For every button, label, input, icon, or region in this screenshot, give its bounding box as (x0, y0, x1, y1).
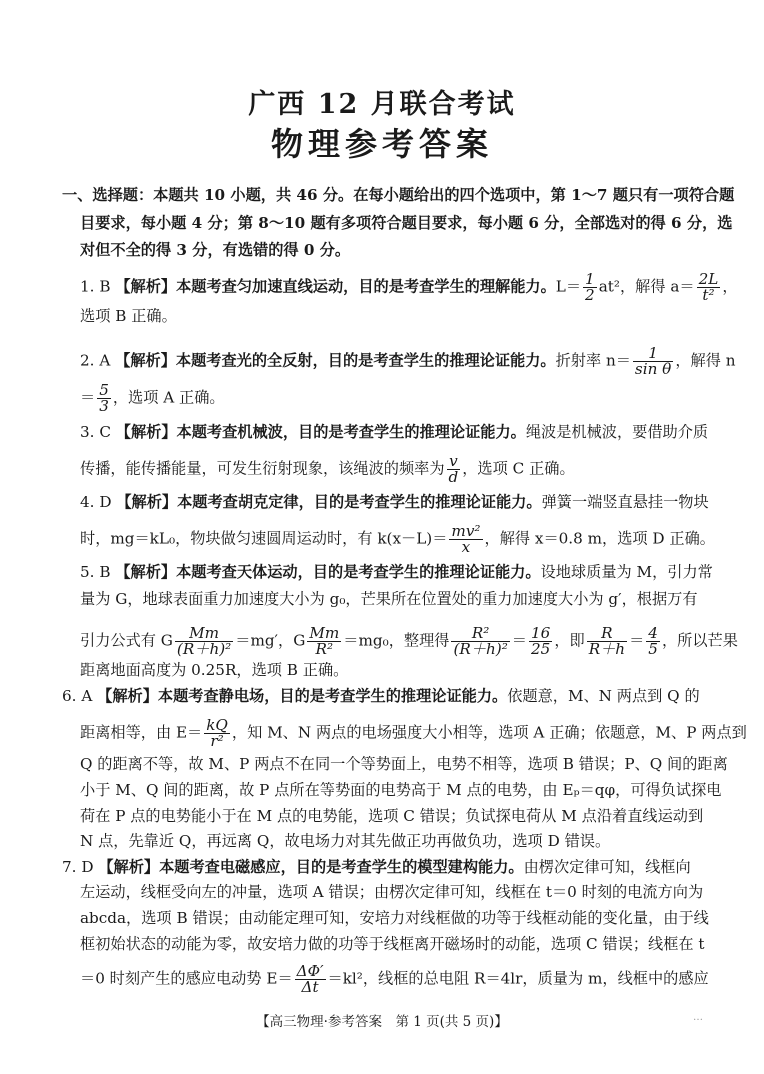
q1-analysis-tag: 【解析】本题考查匀加速直线运动，目的是考查学生的理解能力。 (115, 277, 556, 296)
q7-answer: 7. D (62, 858, 94, 876)
q4-analysis-tag: 【解析】本题考查胡克定律，目的是考查学生的推理论证能力。 (116, 493, 542, 511)
fraction: $\frac{1}{2}$ (585, 270, 595, 304)
q3-line-2: 传播，能传播能量，可发生衍射现象，该绳波的频率为 $\frac{v}{d}$ ，选项 C 正确。 (80, 452, 575, 486)
q5-line-3: 引力公式有 G $\frac{Mm}{\text{(R＋h)²}}$ ＝mg′，G $\frac{Mm}{\text{R²}}$ ＝mg₀，整理得 $\frac{\text{R²}}{\text{(R＋h)²}}$ ＝ $\frac{16}{25}$ ，即 $\frac{R}{R+h}$ ＝ $\frac{4}{5}$ ，所以芒果 (80, 624, 738, 658)
page-footer: 【高三物理·参考答案 第 1 页(共 5 页)】 (256, 1014, 508, 1030)
q6-line-6: N 点，先靠近 Q，再远离 Q，故电场力对其先做正功再做负功，选项 D 错误。 (80, 832, 611, 850)
q5-line-2: 量为 G，地球表面重力加速度大小为 g₀，芒果所在位置处的重力加速度大小为 g′，根据万有 (80, 590, 698, 608)
q6-line-2: 距离相等，由 E＝ $\frac{kQ}{\text{r²}}$ ，知 M、N 两点的电场强度大小相等，选项 A 正确；依题意，M、P 两点到 (80, 716, 747, 750)
q5-analysis-tag: 【解析】本题考查天体运动，目的是考查学生的推理论证能力。 (115, 563, 541, 581)
section-intro-line-1: 一、选择题：本题共 10 小题，共 46 分。在每小题给出的四个选项中，第 1～7 题只有一项符合题 (62, 186, 735, 204)
q1-line-1: 1. B 【解析】本题考查匀加速直线运动，目的是考查学生的理解能力。L＝ $\frac{1}{2}$ at²，解得 a＝ $\frac{2L}{\text{t²}}$ ， (80, 270, 738, 304)
q2-line-1: 2. A 【解析】本题考查光的全反射，目的是考查学生的推理论证能力。折射率 n＝ $\frac{1}{\text{sin θ}}$ ，解得 n (80, 344, 736, 378)
q5-line-1: 5. B 【解析】本题考查天体运动，目的是考查学生的推理论证能力。设地球质量为 M，引力常 (80, 563, 713, 581)
q6-line-3: Q 的距离不等，故 M、P 两点不在同一个等势面上，电势不相等，选项 B 错误；P、Q 间的距离 (80, 755, 728, 773)
q3-answer: 3. C (80, 423, 111, 441)
answer-key-title: 物理参考答案 (270, 125, 493, 163)
q2-analysis-tag: 【解析】本题考查光的全反射，目的是考查学生的推理论证能力。 (115, 351, 556, 370)
q7-line-4: 框初始状态的动能为零，故安培力做的功等于线框离开磁场时的动能，选项 C 错误；线框在 t (80, 935, 705, 953)
q5-answer: 5. B (80, 563, 111, 581)
fraction: $\frac{5}{3}$ (99, 381, 109, 415)
exam-title: 广西 12 月联合考试 (248, 89, 516, 120)
fraction: $\frac{4}{5}$ (648, 624, 658, 658)
fraction: $\frac{Mm}{\text{R²}}$ (309, 624, 340, 658)
q3-analysis-tag: 【解析】本题考查机械波，目的是考查学生的推理论证能力。 (115, 423, 526, 441)
q3-line-1: 3. C 【解析】本题考查机械波，目的是考查学生的推理论证能力。绳波是机械波，要借助介质 (80, 423, 709, 441)
q6-line-5: 荷在 P 点的电势能小于在 M 点的电势能，选项 C 错误；负试探电荷从 M 点沿着直线运动到 (80, 807, 704, 825)
fraction: $\frac{\text{R²}}{\text{(R＋h)²}}$ (453, 624, 508, 658)
q4-line-1: 4. D 【解析】本题考查胡克定律，目的是考查学生的推理论证能力。弹簧一端竖直悬挂一物块 (80, 493, 709, 511)
section-intro-line-3: 对但不全的得 3 分，有选错的得 0 分。 (80, 241, 351, 259)
fraction: $\frac{\text{mv²}}{x}$ (451, 522, 481, 556)
fraction: $\frac{R}{R+h}$ (588, 624, 626, 658)
q4-line-2: 时，mg＝kL₀，物块做匀速圆周运动时，有 k(x－L)＝ $\frac{\text{mv²}}{x}$ ，解得 x＝0.8 m，选项 D 正确。 (80, 522, 715, 556)
q2-answer: 2. A (80, 351, 111, 370)
q7-analysis-tag: 【解析】本题考查电磁感应，目的是考查学生的模型建构能力。 (98, 858, 524, 876)
fraction: $\frac{1}{\text{sin θ}}$ (634, 344, 672, 378)
section-intro-line-2: 目要求，每小题 4 分；第 8～10 题有多项符合题目要求，每小题 6 分，全部选对的得 6 分，选 (80, 214, 733, 232)
corner-mark: … (693, 1012, 703, 1023)
q6-line-4: 小于 M、Q 间的距离，故 P 点所在等势面的电势高于 M 点的电势，由 Eₚ＝qφ，可得负试探电 (80, 781, 722, 799)
fraction: $\frac{\Delta\Phi'}{\Delta t}$ (296, 962, 324, 996)
q4-answer: 4. D (80, 493, 112, 511)
fraction: $\frac{v}{d}$ (448, 452, 459, 486)
q1-answer: 1. B (80, 277, 111, 296)
fraction: $\frac{kQ}{\text{r²}}$ (206, 716, 228, 750)
q6-answer: 6. A (62, 687, 93, 705)
q2-line-2: ＝ $\frac{5}{3}$ ，选项 A 正确。 (80, 381, 225, 415)
q1-line-2: 选项 B 正确。 (80, 307, 177, 325)
q5-line-4: 距离地面高度为 0.25R，选项 B 正确。 (80, 661, 349, 679)
q7-line-3: abcda，选项 B 错误；由动能定理可知，安培力对线框做的功等于线框动能的变化量，由于线 (80, 909, 709, 927)
q6-line-1: 6. A 【解析】本题考查静电场，目的是考查学生的推理论证能力。依题意，M、N 两点到 Q 的 (62, 687, 700, 705)
q7-line-5: ＝0 时刻产生的感应电动势 E＝ $\frac{\Delta\Phi'}{\Delta t}$ ＝kl²，线框的总电阻 R＝4lr，质量为 m，线框中的感应 (80, 962, 709, 996)
q7-line-2: 左运动，线框受向左的冲量，选项 A 错误；由楞次定律可知，线框在 t＝0 时刻的电流方向为 (80, 883, 704, 901)
fraction: $\frac{2L}{\text{t²}}$ (698, 270, 719, 304)
q6-analysis-tag: 【解析】本题考查静电场，目的是考查学生的推理论证能力。 (97, 687, 508, 705)
fraction: $\frac{16}{25}$ (530, 624, 551, 658)
q7-line-1: 7. D 【解析】本题考查电磁感应，目的是考查学生的模型建构能力。由楞次定律可知，线框向 (62, 858, 691, 876)
fraction: $\frac{Mm}{\text{(R＋h)²}}$ (176, 624, 232, 658)
